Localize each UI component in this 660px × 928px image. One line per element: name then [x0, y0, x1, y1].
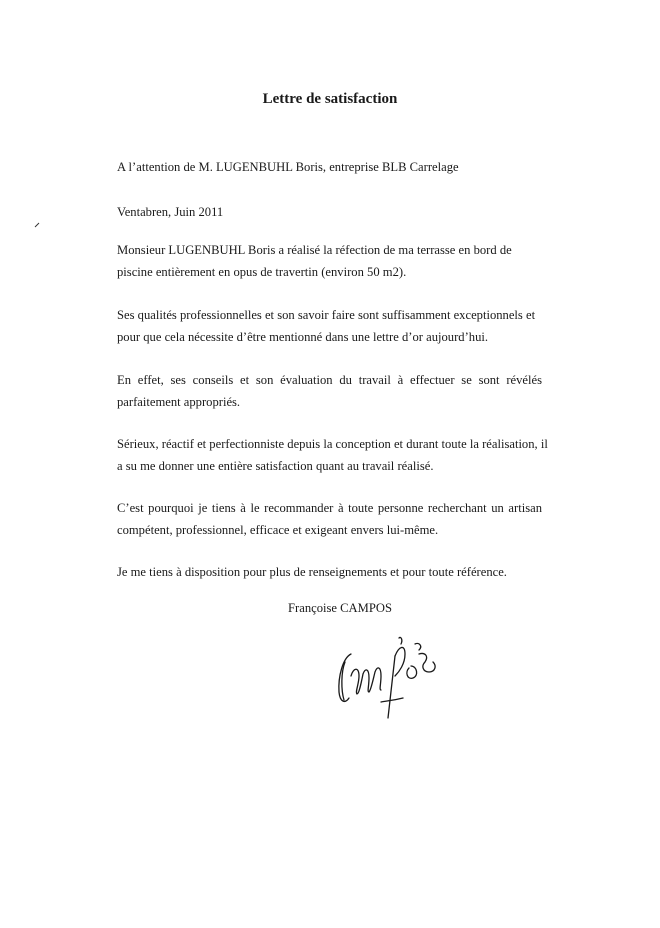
paragraph-4-line-1: Sérieux, réactif et perfectionniste depuis la conception et durant toute la réalisation, il [117, 437, 548, 451]
paragraph-3-line-1: En effet, ses conseils et son évaluation du travail à effectuer se sont révélés [117, 373, 542, 387]
paragraph-1-line-1: Monsieur LUGENBUHL Boris a réalisé la réfection de ma terrasse en bord de [117, 243, 512, 257]
recipient-line: A l’attention de M. LUGENBUHL Boris, entreprise BLB Carrelage [117, 160, 459, 174]
paragraph-2-line-2: pour que cela nécessite d’être mentionné dans une lettre d’or aujourd’hui. [117, 330, 489, 344]
signatory-name: Françoise CAMPOS [288, 601, 392, 615]
letter-title: Lettre de satisfaction [262, 91, 398, 107]
paragraph-1-line-2: piscine entièrement en opus de travertin (environ 50 m2). [117, 265, 407, 279]
paragraph-4-line-2: a su me donner une entière satisfaction quant au travail réalisé. [117, 459, 434, 473]
paragraph-2-line-1: Ses qualités professionnelles et son savoir faire sont suffisamment exceptionnels et [117, 308, 536, 322]
handwritten-signature-icon [333, 632, 443, 722]
paragraph-6-line-1: Je me tiens à disposition pour plus de renseignements et pour toute référence. [117, 565, 507, 579]
scan-mark-icon [34, 222, 40, 228]
paragraph-5-line-2: compétent, professionnel, efficace et exigeant envers lui-même. [117, 523, 439, 537]
paragraph-5-line-1: C’est pourquoi je tiens à le recommander à toute personne recherchant un artisan [117, 501, 542, 515]
place-date: Ventabren, Juin 2011 [117, 205, 224, 219]
paragraph-3-line-2: parfaitement appropriés. [117, 395, 241, 409]
